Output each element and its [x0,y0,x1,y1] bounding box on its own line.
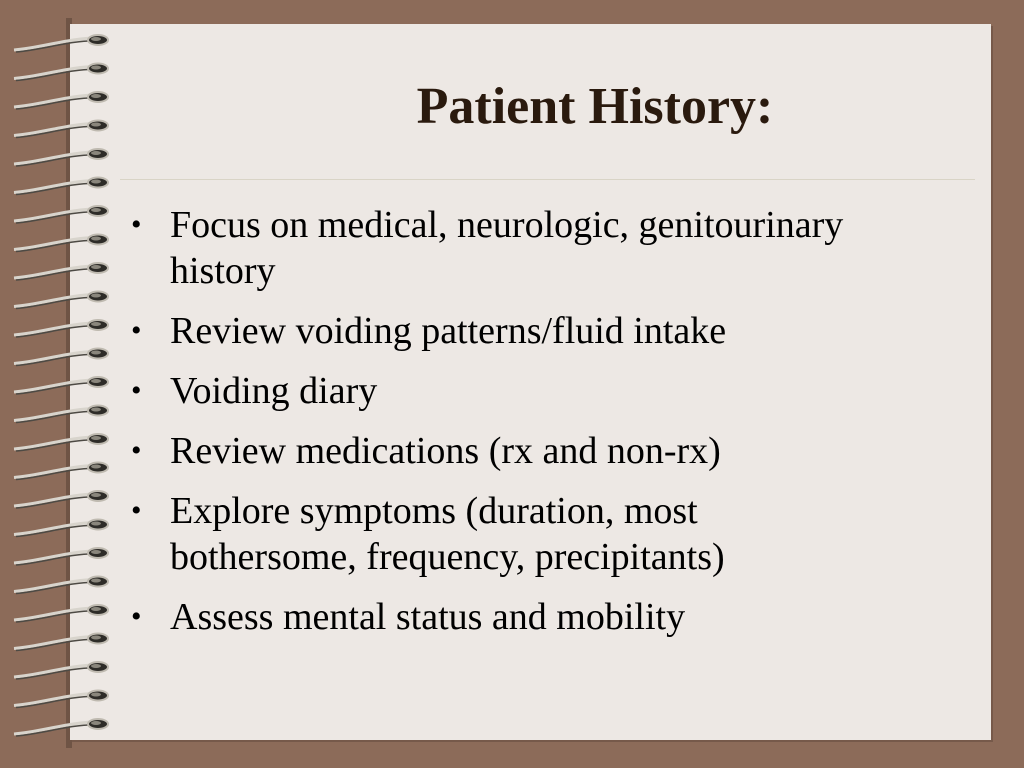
bullet-text: Explore symptoms (duration, most bothersome, frequency, precipitants) [170,490,725,578]
binding-ring [14,691,108,708]
binding-ring [14,719,108,736]
binding-ring [14,520,108,537]
binding-ring [14,292,108,309]
binding-ring [14,235,108,252]
bullet-text: Voiding diary [170,370,378,412]
binding-ring [14,377,108,394]
binding-ring [14,349,108,366]
bullet-marker: • [131,208,142,241]
binding-ring [14,491,108,508]
slide-title: Patient History: [416,78,774,135]
binding-ring [14,662,108,679]
binding-ring [14,121,108,138]
bullet-item [125,594,885,640]
binding-ring [14,605,108,622]
bullet-text: Review medications (rx and non-rx) [170,430,721,472]
binding-ring [14,263,108,280]
spiral-binding-icon [0,0,130,768]
bullet-item [125,488,885,580]
binding-ring [14,434,108,451]
binding-ring [14,64,108,81]
binding-ring [14,178,108,195]
binding-ring [14,35,108,52]
bullet-item [125,308,885,354]
bullet-marker: • [131,374,142,407]
binding-ring [14,548,108,565]
bullet-marker: • [131,314,142,347]
bullet-item [125,428,885,474]
bullet-marker: • [131,600,142,633]
binding-ring [14,149,108,166]
binding-ring [14,320,108,337]
title-divider [120,179,975,180]
bullet-list [125,202,885,654]
binding-ring [14,463,108,480]
bullet-marker: • [131,434,142,467]
bullet-text: Focus on medical, neurologic, genitourinary history [170,204,844,292]
binding-ring [14,577,108,594]
binding-ring [14,634,108,651]
bullet-marker: • [131,494,142,527]
bullet-text: Review voiding patterns/fluid intake [170,310,727,352]
binding-ring [14,92,108,109]
bullet-item [125,202,885,294]
bullet-text: Assess mental status and mobility [170,596,686,638]
binding-ring [14,206,108,223]
binding-ring [14,406,108,423]
bullet-item [125,368,885,414]
